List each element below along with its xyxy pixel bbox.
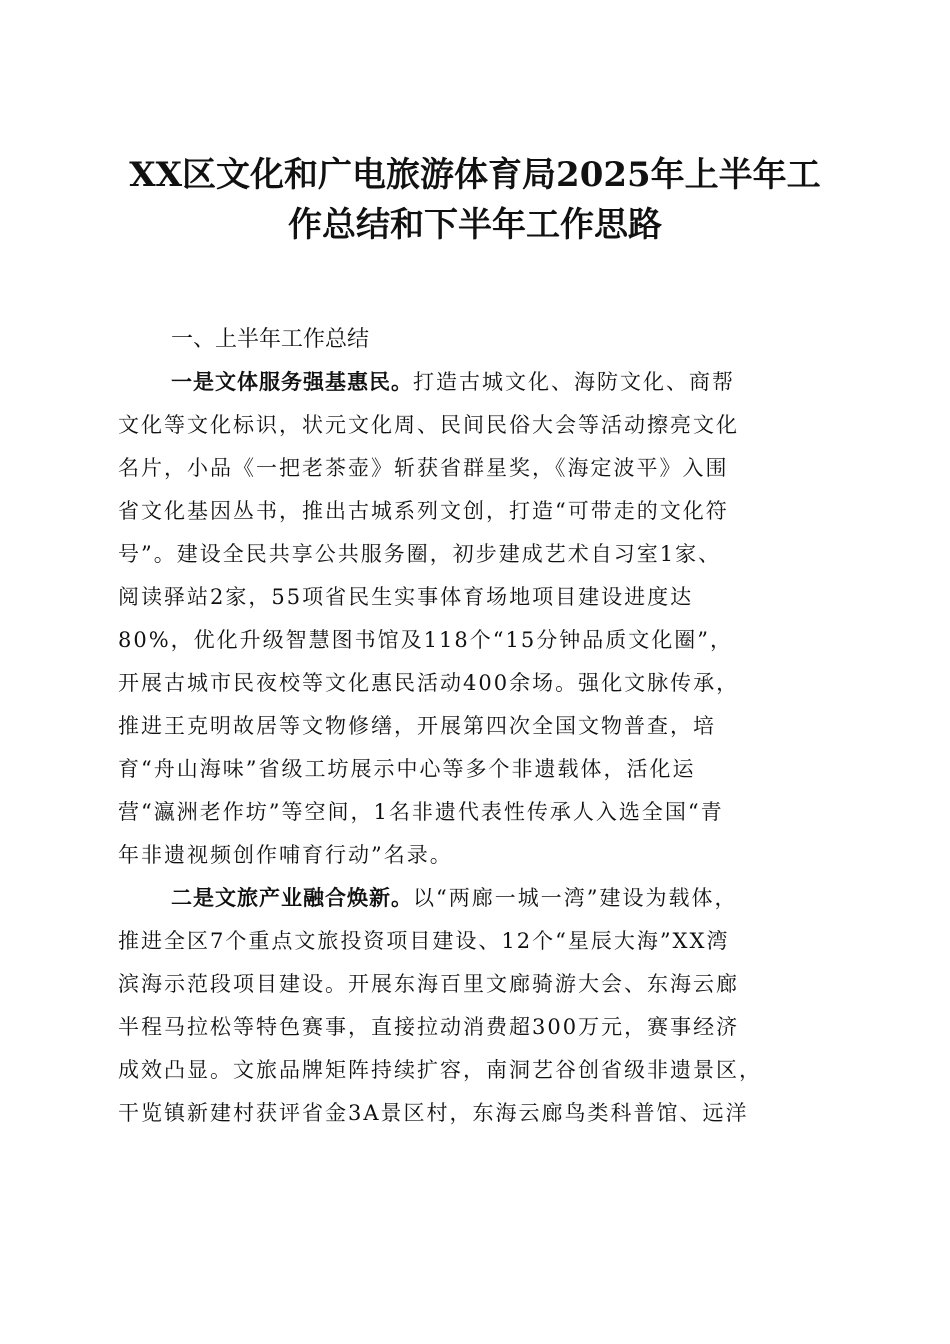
paragraph-line: 80%，优化升级智慧图书馆及118个“15分钟品质文化圈”，	[118, 628, 733, 652]
paragraph-culture-sports-services	[118, 361, 834, 877]
paragraph-line: 干览镇新建村获评省金3A景区村，东海云廊鸟类科普馆、远洋	[118, 1101, 749, 1125]
paragraph-lead: 二是文旅产业融合焕新。	[171, 886, 413, 910]
paragraph-line: 成效凸显。文旅品牌矩阵持续扩容，南洞艺谷创省级非遗景区，	[118, 1058, 762, 1082]
paragraph-line: 开展古城市民夜校等文化惠民活动400余场。强化文脉传承，	[118, 671, 740, 695]
paragraph-line: 滨海示范段项目建设。开展东海百里文廊骑游大会、东海云廊	[118, 972, 739, 996]
paragraph-line: 文化等文化标识，状元文化周、民间民俗大会等活动擦亮文化	[118, 413, 739, 437]
paragraph-line: 营“瀛洲老作坊”等空间，1名非遗代表性传承人入选全国“青	[118, 800, 724, 824]
paragraph-line: 推进全区7个重点文旅投资项目建设、12个“星辰大海”XX湾	[118, 929, 730, 953]
paragraph-line	[118, 361, 834, 404]
document-body	[118, 318, 834, 1135]
paragraph-line: 育“舟山海味”省级工坊展示中心等多个非遗载体，活化运	[118, 757, 696, 781]
paragraph-line: 年非遗视频创作哺育行动”名录。	[118, 843, 453, 867]
paragraph-line: 阅读驿站2家，55项省民生实事体育场地项目建设进度达	[118, 585, 694, 609]
paragraph-line: 名片，小品《一把老茶壶》斩获省群星奖，《海定波平》入围	[118, 456, 729, 480]
paragraph-lead: 一是文体服务强基惠民。	[171, 370, 413, 394]
paragraph-line-text: 打造古城文化、海防文化、商帮	[413, 370, 735, 394]
paragraph-line: 省文化基因丛书，推出古城系列文创，打造“可带走的文化符	[118, 499, 729, 523]
paragraph-line	[118, 877, 834, 920]
section-heading: 一、上半年工作总结	[171, 327, 370, 352]
document-title	[90, 150, 860, 250]
paragraph-line: 半程马拉松等特色赛事，直接拉动消费超300万元，赛事经济	[118, 1015, 740, 1039]
title-line: 作总结和下半年工作思路	[288, 205, 662, 245]
paragraph-line: 推进王克明故居等文物修缮，开展第四次全国文物普查，培	[118, 714, 716, 738]
paragraph-culture-tourism-industry	[118, 877, 834, 1135]
title-line: XX区文化和广电旅游体育局2025年上半年工	[129, 155, 821, 195]
paragraph-line: 号”。建设全民共享公共服务圈，初步建成艺术自习室1家、	[118, 542, 722, 566]
paragraph-line-text: 以“两廊一城一湾”建设为载体，	[413, 886, 738, 910]
